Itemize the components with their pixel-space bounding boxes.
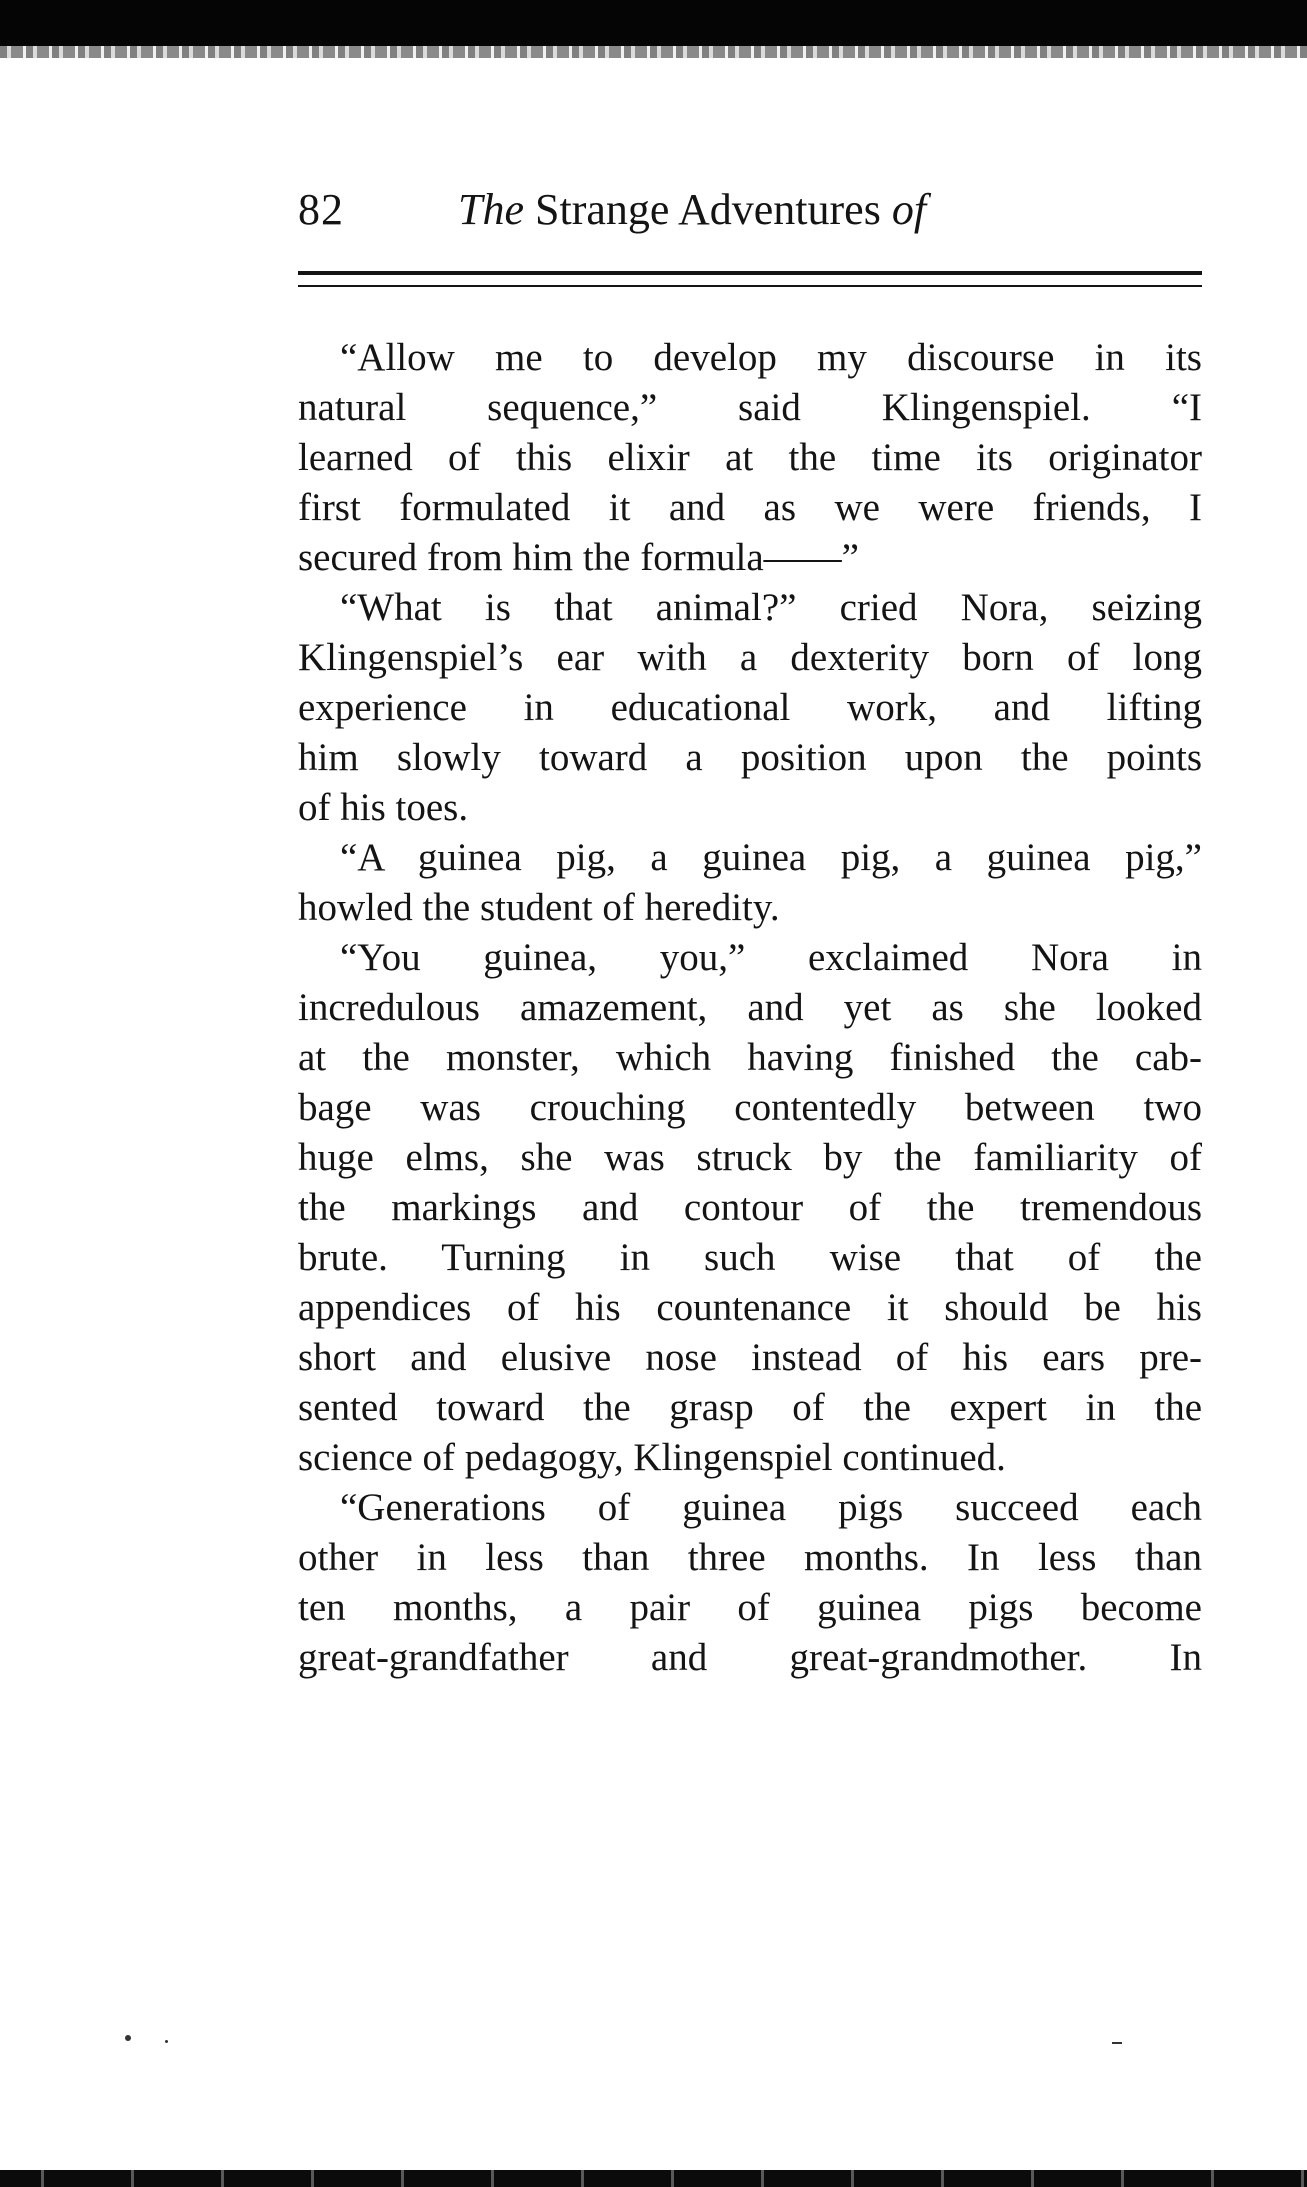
body-text bbox=[298, 333, 1202, 1683]
text-line: secured from him the formula——” bbox=[298, 536, 859, 579]
text-line: of his toes. bbox=[298, 786, 469, 829]
text-line: learned of this elixir at the time its originator bbox=[298, 436, 1202, 479]
running-head-title: Strange Adventures bbox=[524, 185, 892, 234]
text-line: other in less than three months. In less than bbox=[298, 1536, 1202, 1579]
text-line: sented toward the grasp of the expert in the bbox=[298, 1386, 1202, 1429]
page-header bbox=[298, 180, 1202, 240]
text-line: at the monster, which having finished the cab- bbox=[298, 1036, 1202, 1079]
text-line: “You guinea, you,” exclaimed Nora in bbox=[340, 936, 1202, 979]
scan-speck bbox=[1112, 2042, 1122, 2044]
scan-border-top-edge bbox=[0, 46, 1307, 58]
text-line: “Allow me to develop my discourse in its bbox=[340, 336, 1202, 379]
running-head-of: of bbox=[891, 185, 927, 234]
text-line: “Generations of guinea pigs succeed each bbox=[340, 1486, 1202, 1529]
text-line: ten months, a pair of guinea pigs become bbox=[298, 1586, 1202, 1629]
text-line: science of pedagogy, Klingenspiel continued. bbox=[298, 1436, 1006, 1479]
text-line: natural sequence,” said Klingenspiel. “I bbox=[298, 386, 1202, 429]
page-number: 82 bbox=[298, 185, 344, 234]
text-line: “What is that animal?” cried Nora, seizing bbox=[340, 586, 1202, 629]
text-line: huge elms, she was struck by the familiarity of bbox=[298, 1136, 1202, 1179]
text-line: short and elusive nose instead of his ears pre- bbox=[298, 1336, 1202, 1379]
text-line: great-grandfather and great-grandmother. In bbox=[298, 1636, 1202, 1679]
text-line: him slowly toward a position upon the points bbox=[298, 736, 1202, 779]
running-head-the: The bbox=[458, 185, 524, 234]
text-line: first formulated it and as we were friends, I bbox=[298, 486, 1202, 529]
text-line: appendices of his countenance it should be his bbox=[298, 1286, 1202, 1329]
text-line: bage was crouching contentedly between two bbox=[298, 1086, 1202, 1129]
paragraph bbox=[298, 833, 1202, 933]
paragraph bbox=[298, 333, 1202, 583]
text-line: howled the student of heredity. bbox=[298, 886, 780, 929]
text-line: incredulous amazement, and yet as she looked bbox=[298, 986, 1202, 1029]
paragraph bbox=[298, 933, 1202, 1483]
text-line: Klingenspiel’s ear with a dexterity born of long bbox=[298, 636, 1202, 679]
scan-speck bbox=[165, 2040, 168, 2043]
text-line: “A guinea pig, a guinea pig, a guinea pig,” bbox=[340, 836, 1202, 879]
scan-border-bottom bbox=[0, 2170, 1307, 2187]
running-head bbox=[458, 180, 926, 240]
text-line: the markings and contour of the tremendous bbox=[298, 1186, 1202, 1229]
paragraph bbox=[298, 583, 1202, 833]
text-line: experience in educational work, and lifting bbox=[298, 686, 1202, 729]
header-rule-thick bbox=[298, 271, 1202, 275]
text-line: brute. Turning in such wise that of the bbox=[298, 1236, 1202, 1279]
scan-speck bbox=[125, 2035, 131, 2041]
paragraph bbox=[298, 1483, 1202, 1683]
header-rule-thin bbox=[298, 285, 1202, 287]
scan-border-top bbox=[0, 0, 1307, 46]
